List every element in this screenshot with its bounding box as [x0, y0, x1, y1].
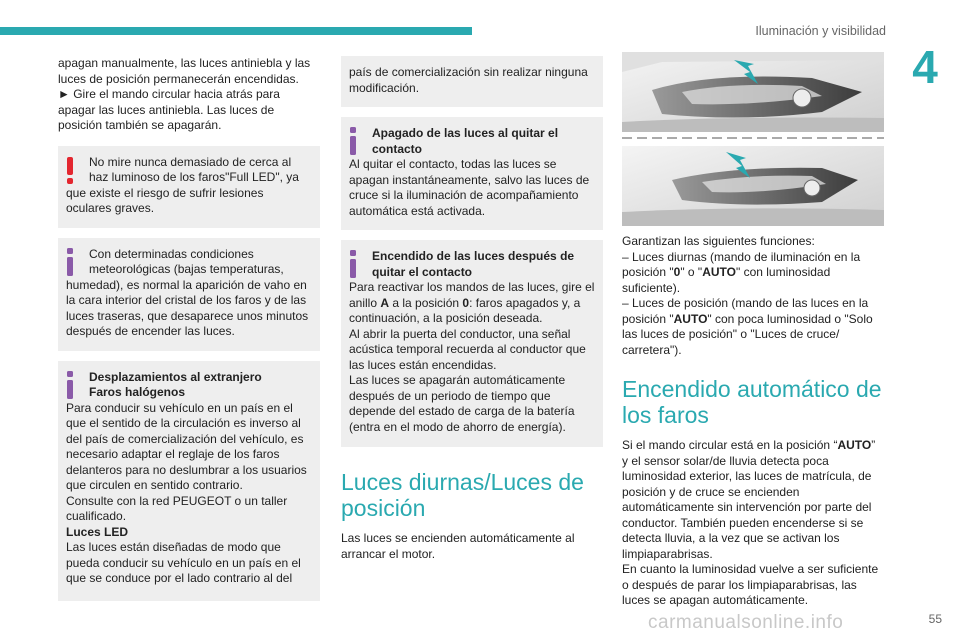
info-title: Desplazamientos al extranjero: [89, 369, 262, 384]
warning-first-line: No mire nunca demasiado de cerca al: [89, 154, 292, 169]
headlight-drawing: [622, 52, 884, 226]
info-subtitle: Faros halógenos: [89, 385, 186, 399]
paragraph: Las luces se encienden automáticamente al arrancar el motor.: [341, 531, 575, 561]
column-1: [58, 56, 320, 611]
functions-list: [622, 234, 884, 358]
headlight-illustration: [622, 52, 884, 226]
paragraph: Si el mando circular está en la posición “AUTO” y el sensor solar/de lluvia detecta poca luminosidad exterior, las luces de matrícula, de posición y de cruce se encienden automáticamente sin intervención por parte del conductor. También pueden encenderse si se detecta lluvia, a la vez que se activan los limpiaparabrisas.: [622, 438, 876, 561]
paragraph: Al abrir la puerta del conductor, una señal acústica temporal recuerda al conductor que las luces están encendidas.: [349, 326, 586, 372]
page-number: 55: [928, 612, 942, 626]
chapter-number: 4: [912, 41, 938, 93]
paragraph: Para conducir su vehículo en un país en el que el sentido de la circulación es inverso al del país de comercialización del vehículo, es necesario adaptar el reglaje de los faros delanteros para no deslumbrar a los usuarios que circulen en sentido contrario.: [66, 400, 307, 492]
section-title: Iluminación y visibilidad: [755, 24, 886, 38]
info-box-ignition-off: [341, 117, 603, 230]
paragraph: Las luces se apagarán automáticamente después de un periodo de tiempo que depende del estado de carga de la batería (entra en el modo de ahorro de energía).: [349, 373, 575, 434]
header-accent-bar: [0, 27, 472, 35]
column-2: [341, 56, 603, 562]
section-heading: Luces diurnas/Luces de posición: [341, 469, 584, 521]
warning-exclamation-icon: [64, 155, 76, 185]
paragraph: Las luces están diseñadas de modo que pueda conducir su vehículo en un país en el que se conduce por el lado contrario al del: [66, 540, 301, 585]
paragraph: Al quitar el contacto, todas las luces se apagan instantáneamente, salvo las luces de cruce si la iluminación de acompañamiento automática está activada.: [349, 157, 590, 218]
info-first-line: Con determinadas condiciones: [89, 246, 254, 261]
column-3: [622, 52, 884, 609]
section-heading: Encendido automático de los faros: [622, 376, 882, 428]
info-box-lights-after-ignition: [341, 240, 603, 447]
info-icon: [64, 247, 76, 277]
warning-text: haz luminoso de los faros"Full LED", ya que existe el riesgo de sufrir lesiones oculares graves.: [66, 170, 299, 215]
paragraph: En cuanto la luminosidad vuelve a ser suficiente o después de parar los limpiaparabrisas, las luces se apagan automáticamente.: [622, 562, 879, 607]
info-title: Apagado de las luces al quitar el contacto: [372, 126, 559, 156]
list-item: – Luces diurnas (mando de iluminación en la posición "0" o "AUTO" con luminosidad suficiente).: [622, 249, 861, 295]
info-box-continued: [341, 56, 603, 107]
warning-box: [58, 146, 320, 228]
watermark: carmanualsonline.info: [648, 612, 844, 633]
info-icon: [347, 249, 359, 279]
info-subtitle: Luces LED: [66, 524, 129, 539]
paragraph: Consulte con la red PEUGEOT o un taller cualificado.: [66, 493, 288, 523]
info-icon: [64, 370, 76, 400]
info-title: Encendido de las luces después de quitar el contacto: [372, 249, 575, 279]
paragraph: Garantizan las siguientes funciones:: [622, 234, 815, 248]
paragraph: ► Gire el mando circular hacia atrás para apagar las luces antiniebla. Las luces de posición también se apagarán.: [58, 87, 280, 132]
info-box-abroad: [58, 361, 320, 601]
paragraph: país de comercialización sin realizar ninguna modificación.: [349, 65, 588, 95]
info-text: meteorológicas (bajas temperaturas, humedad), es normal la aparición de vaho en la cara interior del cristal de los faros y de las luces traseras, que desaparece unos minutos después de encender las luces.: [66, 262, 309, 338]
info-box-condensation: [58, 238, 320, 351]
paragraph: Para reactivar los mandos de las luces, gire el anillo A a la posición 0: faros apagados y, a continuación, a la posición deseada.: [349, 280, 595, 325]
info-icon: [347, 126, 359, 156]
paragraph: apagan manualmente, las luces antiniebla y las luces de posición permanecerán encendidas.: [58, 56, 311, 86]
list-item: – Luces de posición (mando de las luces en la posición "AUTO" con poca luminosidad o "Solo las luces de posición" o "Luces de cruce/ carretera").: [622, 296, 873, 357]
